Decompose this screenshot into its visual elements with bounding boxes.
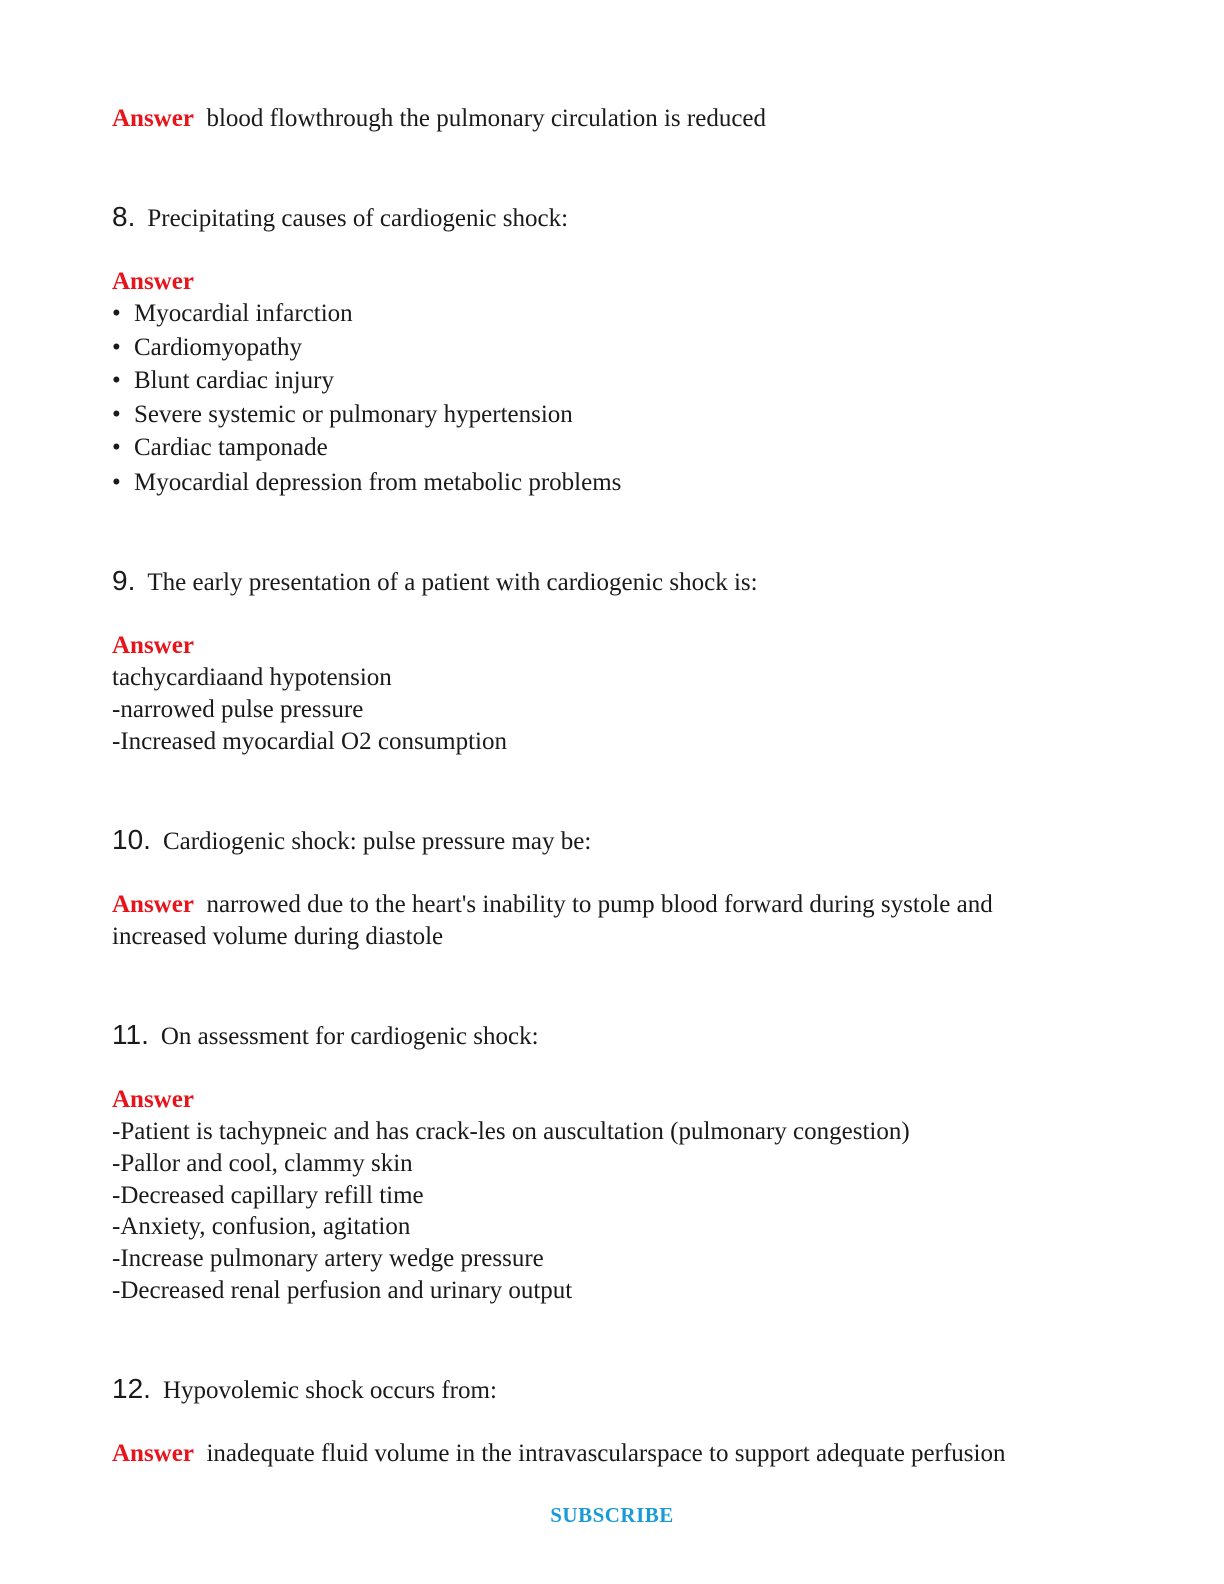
list-item: • Myocardial depression from metabolic problems	[112, 469, 622, 496]
q11-answer-label	[112, 1085, 194, 1115]
q10-question-text: Cardiogenic shock: pulse pressure may be:	[162, 828, 592, 855]
q9-question-text: The early presentation of a patient with cardiogenic shock is:	[147, 569, 758, 596]
answer-label: Answer	[112, 891, 194, 918]
q9-question	[112, 566, 758, 598]
list-item: -Increase pulmonary artery wedge pressure	[112, 1245, 544, 1272]
q12-answer-text: inadequate fluid volume in the intravascularspace to support adequate perfusion	[206, 1440, 1006, 1467]
q10-answer-text: narrowed due to the heart's inability to pump blood forward during systole and	[206, 891, 993, 918]
list-item: tachycardiaand hypotension	[112, 664, 392, 691]
list-item: -narrowed pulse pressure	[112, 696, 364, 723]
q9-number: 9.	[112, 565, 136, 596]
q12-question	[112, 1374, 497, 1406]
q7-answer-line	[112, 104, 766, 134]
answer-label: Answer	[112, 1086, 194, 1113]
list-item: • Severe systemic or pulmonary hypertension	[112, 401, 573, 428]
q10-question	[112, 825, 591, 857]
q8-number: 8.	[112, 201, 136, 232]
q10-number: 10.	[112, 824, 151, 855]
list-item: -Pallor and cool, clammy skin	[112, 1150, 413, 1177]
q8-answer-label	[112, 267, 194, 297]
answer-label: Answer	[112, 1440, 194, 1467]
list-item: • Cardiac tamponade	[112, 434, 328, 461]
answer-label: Answer	[112, 268, 194, 295]
q9-answer-label	[112, 631, 194, 661]
subscribe-link[interactable]: SUBSCRIBE	[550, 1503, 674, 1527]
answer-label: Answer	[112, 632, 194, 659]
list-item: • Myocardial infarction	[112, 300, 353, 327]
q11-number: 11.	[112, 1019, 149, 1050]
list-item: -Patient is tachypneic and has crack-les on auscultation (pulmonary congestion)	[112, 1118, 910, 1145]
q12-question-text: Hypovolemic shock occurs from:	[162, 1377, 497, 1404]
list-item: • Cardiomyopathy	[112, 334, 303, 361]
list-item: -Decreased capillary refill time	[112, 1182, 424, 1209]
q10-answer-continuation: increased volume during diastole	[112, 923, 444, 950]
q12-answer-line	[112, 1439, 1005, 1469]
answer-label: Answer	[112, 105, 194, 132]
q11-question	[112, 1020, 539, 1052]
list-item: -Decreased renal perfusion and urinary output	[112, 1277, 573, 1304]
list-item: -Anxiety, confusion, agitation	[112, 1213, 411, 1240]
q7-answer-text: blood flowthrough the pulmonary circulation is reduced	[206, 105, 767, 132]
list-item: -Increased myocardial O2 consumption	[112, 728, 508, 755]
q11-question-text: On assessment for cardiogenic shock:	[160, 1023, 539, 1050]
q12-number: 12.	[112, 1373, 151, 1404]
q8-question	[112, 202, 568, 234]
q10-answer-line	[112, 890, 993, 920]
list-item: • Blunt cardiac injury	[112, 367, 334, 394]
q8-question-text: Precipitating causes of cardiogenic shock:	[147, 205, 569, 232]
